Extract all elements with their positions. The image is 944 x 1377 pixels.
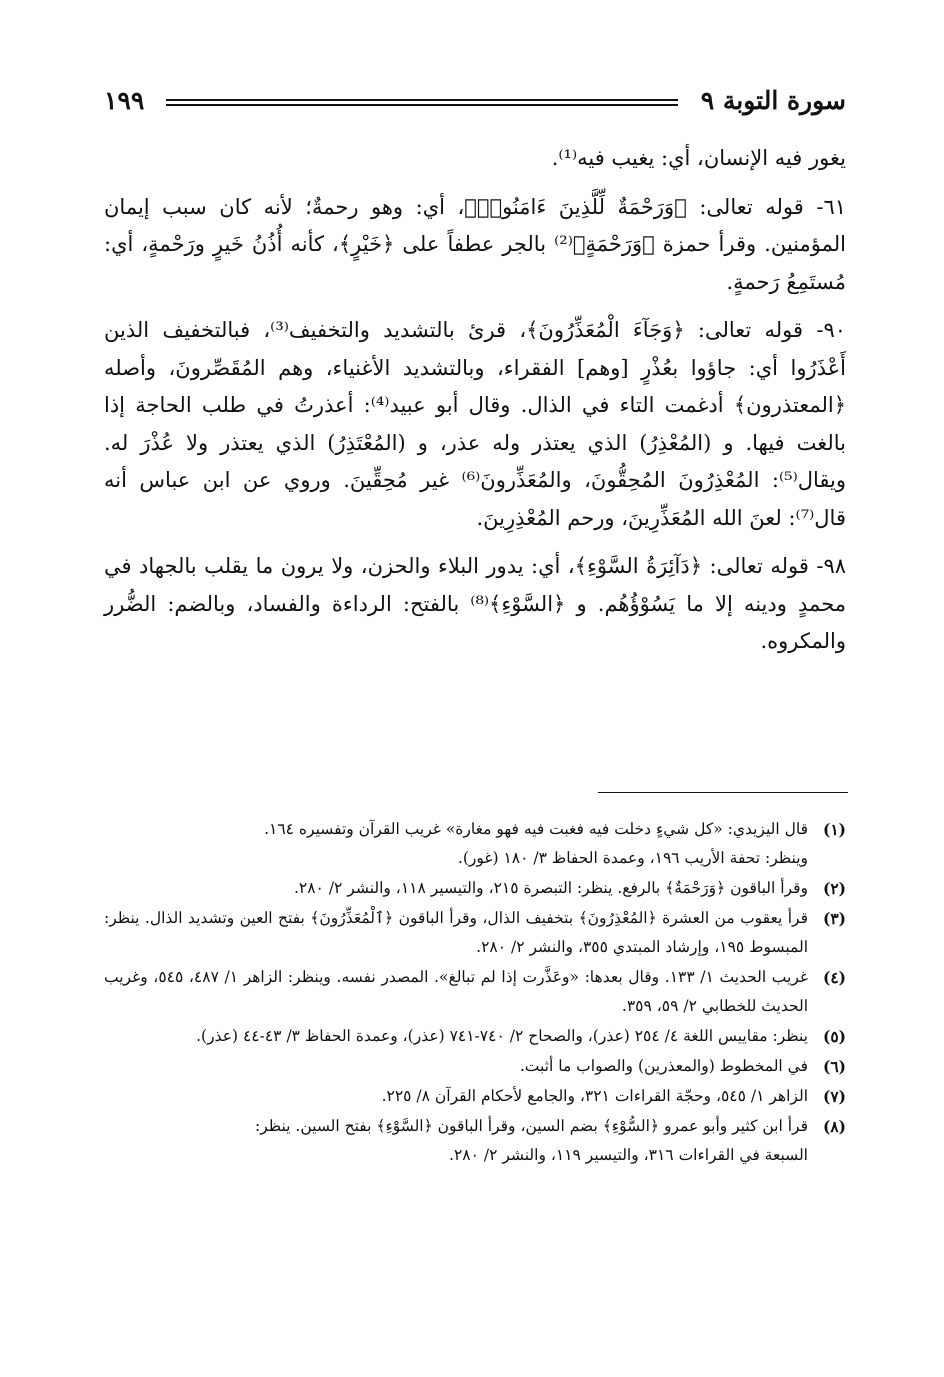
page-header	[104, 82, 846, 122]
footnote-5	[104, 1022, 846, 1051]
footnote-1	[104, 815, 846, 873]
footnote-number: (٥)	[822, 1027, 846, 1046]
main-text	[104, 140, 846, 672]
footnote-7	[104, 1082, 846, 1111]
footnote-line: ينظر: مقاييس اللغة ٤/ ٢٥٤ (عذر)، والصحاح ٢/ ٧٤٠-٧٤١ (عذر)، وعمدة الحفاظ ٣/ ٤٣-٤٤ (عذر).	[196, 1027, 808, 1045]
paragraph-2: ٦١- قوله تعالى: ﴿وَرَحْمَةٌ لِّلَّذِينَ ءَامَنُوا۟﴾، أي: وهو رحمةٌ؛ لأنه كان سبب إيمان المؤمنين. وقرأ حمزة ﴿وَرَحْمَةٍ﴾⁽²⁾ بالجر عطفاً على ﴿خَيْرٍ﴾، كأنه أُذُنُ خَيرٍ ورَحْمةٍ، أي: مُستَمِعُ رَحمةٍ.	[104, 194, 846, 294]
footnotes	[104, 815, 846, 1171]
footnote-3	[104, 904, 846, 962]
running-title: سورة التوبة ٩	[700, 86, 846, 115]
page-number: ١٩٩	[104, 86, 145, 115]
footnote-8	[104, 1112, 846, 1170]
footnote-line: قال اليزيدي: «كل شيءٍ دخلت فيه فغبت فيه فهو مغارة» غريب القرآن وتفسيره ١٦٤.	[264, 820, 808, 838]
footnote-4	[104, 963, 846, 1021]
footnote-line: قرأ ابن كثير وأبو عمرو ﴿السُّوْءِ﴾ بضم السين، وقرأ الباقون ﴿السَّوْءِ﴾ بفتح السين. ينظر:	[255, 1117, 808, 1135]
footnote-number: (٨)	[822, 1117, 846, 1136]
footnote-number: (٦)	[822, 1057, 846, 1076]
paragraph-4: ٩٨- قوله تعالى: ﴿دَآئِرَةُ السَّوْءِ﴾، أي: يدور البلاء والحزن، ولا يرون ما يقلب بالجهاد في محمدٍ ودينه إلا ما يَسُوْؤُهُم. و ﴿السَّوْءِ﴾⁽⁸⁾ بالفتح: الرداءة والفساد، وبالضم: الضُّرر والمكروه.	[104, 554, 846, 653]
footnote-number: (٢)	[822, 879, 846, 898]
header-rule	[166, 99, 678, 106]
footnote-line: السبعة في القراءات ٣١٦، والتيسير ١١٩، والنشر ٢/ ٢٨٠.	[449, 1146, 808, 1164]
paragraph-1: يغور فيه الإنسان، أي: يغيب فيه⁽¹⁾.	[551, 146, 846, 170]
footnote-number: (١)	[822, 820, 846, 839]
footnote-line: قرأ يعقوب من العشرة ﴿المُعْذِرُونَ﴾ بتخفيف الذال، وقرأ الباقون ﴿ٱلْمُعَذِّرُونَ﴾ بفتح العين وتشديد الذال. ينظر: المبسوط ١٩٥، وإرشاد المبتدي ٣٥٥، والنشر ٢/ ٢٨٠.	[104, 909, 808, 956]
footnote-line: وقرأ الباقون ﴿وَرَحْمَةٌ﴾ بالرفع. ينظر: التبصرة ٢١٥، والتيسير ١١٨، والنشر ٢/ ٢٨٠.	[293, 879, 808, 897]
footnote-2	[104, 874, 846, 903]
footnote-number: (٧)	[822, 1087, 846, 1106]
footnote-line: وينظر: تحفة الأريب ١٩٦، وعمدة الحفاظ ٣/ ١٨٠ (غور).	[457, 849, 808, 867]
footnote-number: (٣)	[822, 909, 846, 928]
footnote-6	[104, 1052, 846, 1081]
footnote-line: في المخطوط (والمعذرين) والصواب ما أثبت.	[519, 1057, 808, 1075]
footnote-line: الزاهر ١/ ٥٤٥، وحجّة القراءات ٣٢١، والجامع لأحكام القرآن ٨/ ٢٢٥.	[381, 1087, 808, 1105]
footnote-line: غريب الحديث ١/ ١٣٣. وقال بعدها: «وعَذَّرت إذا لم تبالغ». المصدر نفسه. وينظر: الزاهر ١/ ٤٨٧، ٥٤٥، وغريب الحديث للخطابي ٢/ ٥٩، ٣٥٩.	[104, 968, 808, 1015]
footnote-number: (٤)	[822, 968, 846, 987]
paragraph-3: ٩٠- قوله تعالى: ﴿وَجَآءَ الْمُعَذِّرُونَ﴾، قرئ بالتشديد والتخفيف⁽³⁾، فبالتخفيف الذين أَعْذَرُوا أي: جاؤوا بعُذْرٍ [وهم] الفقراء، وبالتشديد الأغنياء، وهم المُقَصِّرونَ، وأصله ﴿المعتذرون﴾ أدغمت التاء في الذال. وقال أبو عبيد⁽⁴⁾: أعذرتُ في طلب الحاجة إذا بالغت فيها. و (المُعْذِرُ) الذي يعتذر وله عذر، و (المُعْتَذِرُ) الذي يعتذر ولا عُذْرَ له. ويقال⁽⁵⁾: المُعْذِرُونَ المُحِقُّونَ، والمُعَذِّرونَ⁽⁶⁾ غير مُحِقِّينَ. وروي عن ابن عباس أنه قال⁽⁷⁾: لعنَ الله المُعَذِّرِينَ، ورحم المُعْذِرِينَ.	[104, 318, 846, 530]
footnote-separator	[598, 792, 848, 793]
